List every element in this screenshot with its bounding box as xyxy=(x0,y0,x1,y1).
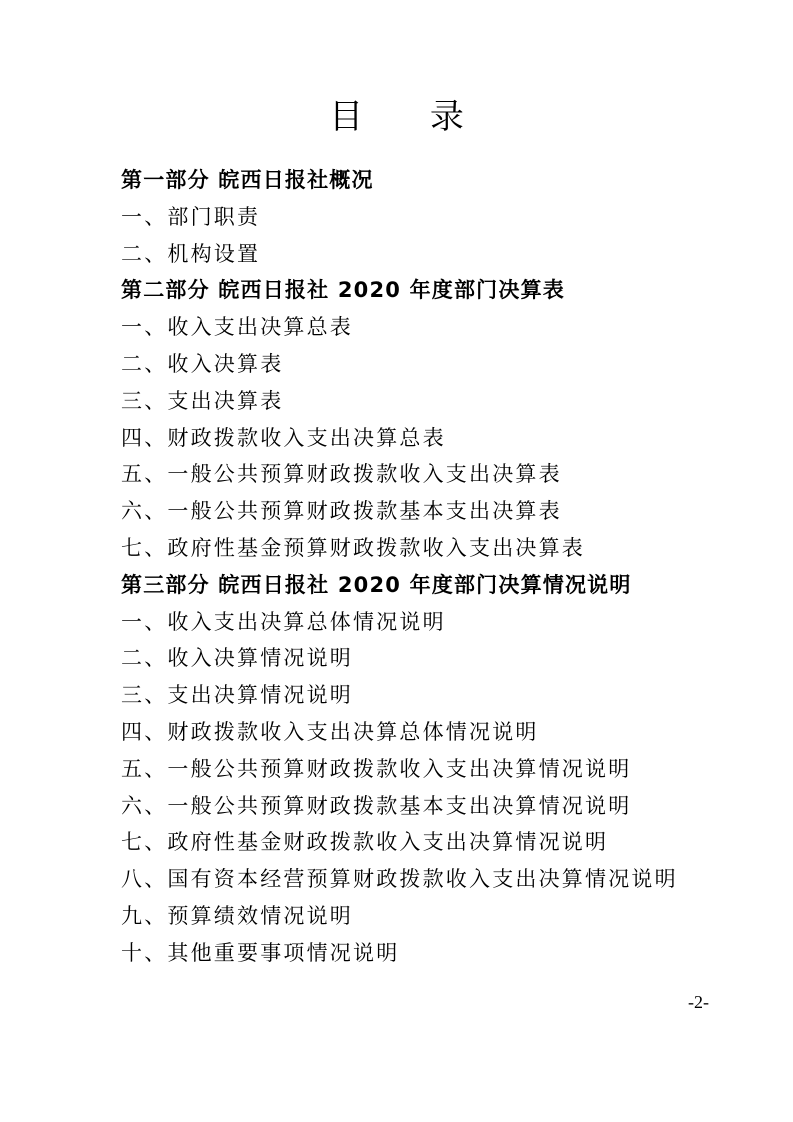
toc-item: 四、财政拨款收入支出决算总表 xyxy=(121,425,446,450)
toc-item: 三、支出决算表 xyxy=(121,388,284,413)
toc-item: 三、支出决算情况说明 xyxy=(121,683,353,708)
toc-item: 二、机构设置 xyxy=(121,241,261,266)
toc-part-3: 第三部分 皖西日报社 2020 年度部门决算情况说明 xyxy=(121,572,632,597)
toc-item: 八、国有资本经营预算财政拨款收入支出决算情况说明 xyxy=(121,867,678,892)
toc-item: 一、收入支出决算总表 xyxy=(121,315,353,340)
toc-item: 一、收入支出决算总体情况说明 xyxy=(121,609,446,634)
page-number: -2- xyxy=(688,992,709,1012)
toc-item: 七、政府性基金预算财政拨款收入支出决算表 xyxy=(121,535,585,560)
table-of-contents xyxy=(121,162,721,972)
toc-item: 二、收入决算情况说明 xyxy=(121,646,353,671)
toc-item: 四、财政拨款收入支出决算总体情况说明 xyxy=(121,719,539,744)
toc-part-2: 第二部分 皖西日报社 2020 年度部门决算表 xyxy=(121,278,565,303)
toc-item: 六、一般公共预算财政拨款基本支出决算情况说明 xyxy=(121,793,632,818)
toc-item: 一、部门职责 xyxy=(121,204,261,229)
toc-item: 五、一般公共预算财政拨款收入支出决算情况说明 xyxy=(121,756,632,781)
toc-item: 七、政府性基金财政拨款收入支出决算情况说明 xyxy=(121,830,609,855)
toc-item: 五、一般公共预算财政拨款收入支出决算表 xyxy=(121,462,562,487)
toc-item: 六、一般公共预算财政拨款基本支出决算表 xyxy=(121,499,562,524)
toc-item: 二、收入决算表 xyxy=(121,351,284,376)
toc-item: 十、其他重要事项情况说明 xyxy=(121,940,400,965)
page-title: 目 录 xyxy=(329,97,492,137)
toc-part-1: 第一部分 皖西日报社概况 xyxy=(121,168,374,192)
toc-item: 九、预算绩效情况说明 xyxy=(121,903,353,928)
